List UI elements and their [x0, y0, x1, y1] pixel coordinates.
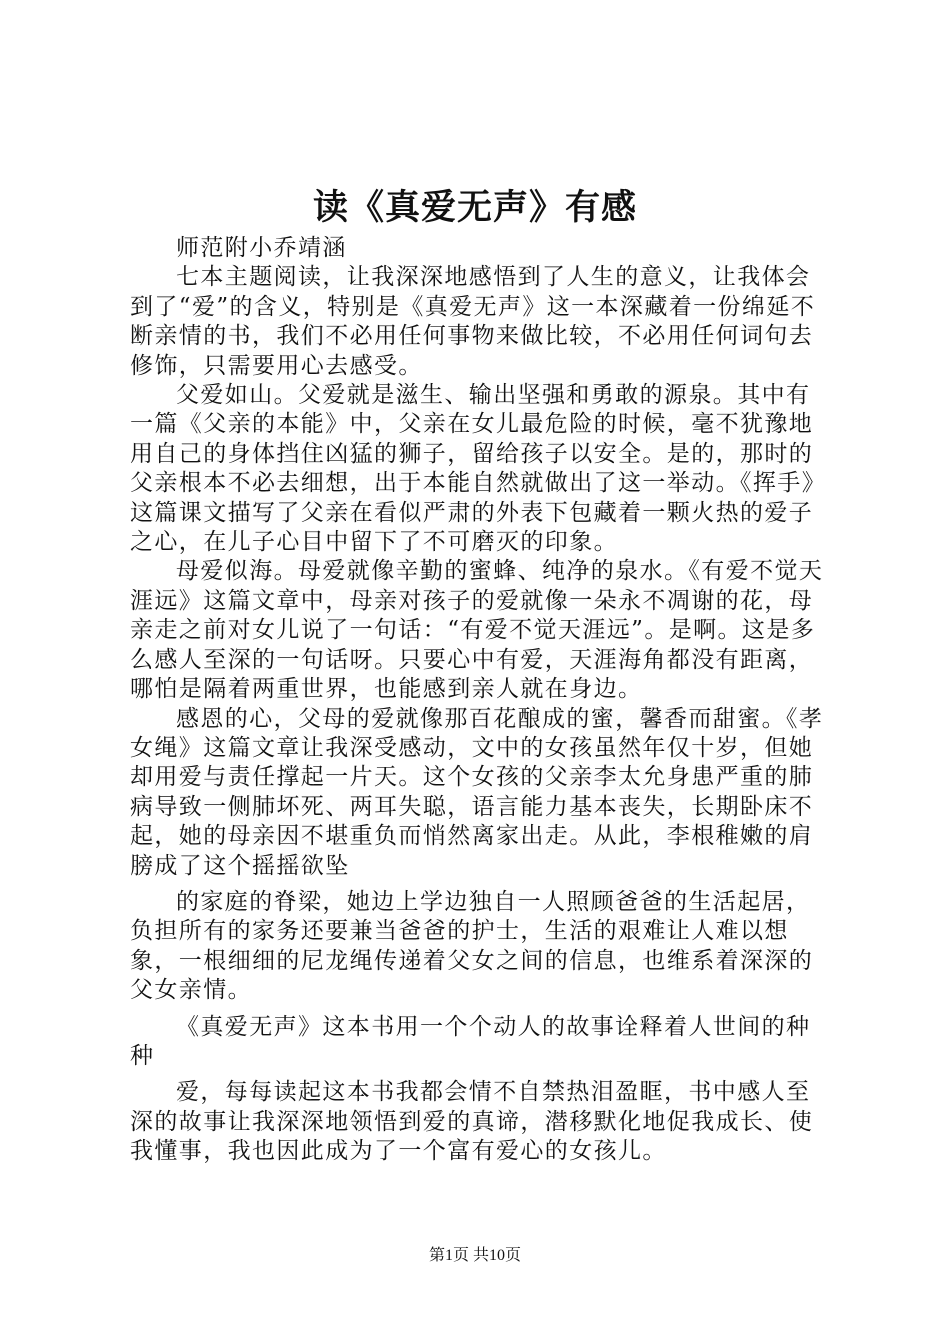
document-title: 读《真爱无声》有感	[312, 188, 637, 228]
paragraph: 父爱如山。父爱就是滋生、输出坚强和勇敢的源泉。其中有一篇《父亲的本能》中，父亲在女儿最危险的时候，毫不犹豫地用自己的身体挡住凶猛的狮子，留给孩子以安全。是的，那时的父亲根本不必去细想，出于本能自然就做出了这一举动。《挥手》这篇课文描写了父亲在看似严肃的外表下包藏着一颗火热的爱子之心，在儿子心目中留下了不可磨灭的印象。	[130, 382, 827, 556]
paragraph: 七本主题阅读，让我深深地感悟到了人生的意义，让我体会到了“爱”的含义，特别是《真爱无声》这一本深藏着一份绵延不断亲情的书，我们不必用任何事物来做比较，不必用任何词句去修饰，只需要用心去感受。	[130, 264, 816, 379]
paragraph: 爱，每每读起这本书我都会情不自禁热泪盈眶，书中感人至深的故事让我深深地领悟到爱的真谛，潜移默化地促我成长、使我懂事，我也因此成为了一个富有爱心的女孩儿。	[130, 1079, 814, 1165]
paragraph: 《真爱无声》这本书用一个个动人的故事诠释着人世间的种种	[130, 1013, 811, 1069]
author-line: 师范附小乔靖涵	[176, 235, 347, 261]
paragraph: 母爱似海。母爱就像辛勤的蜜蜂、纯净的泉水。《有爱不觉天涯远》这篇文章中，母亲对孩子的爱就像一朵永不凋谢的花，母亲走之前对女儿说了一句话：“有爱不觉天涯远”。是啊。这是多么感人至深的一句话呀。只要心中有爱，天涯海角都没有距离，哪怕是隔着两重世界，也能感到亲人就在身边。	[130, 558, 824, 703]
page-footer: 第1页 共10页	[428, 1247, 521, 1264]
paragraph: 的家庭的脊梁，她边上学边独自一人照顾爸爸的生活起居，负担所有的家务还要兼当爸爸的护士，生活的艰难让人难以想象，一根细细的尼龙绳传递着父女之间的信息，也维系着深深的父女亲情。	[130, 888, 814, 1004]
document-body	[130, 234, 830, 1167]
paragraph: 感恩的心，父母的爱就像那百花酿成的蜜，馨香而甜蜜。《孝女绳》这篇文章让我深受感动，文中的女孩虽然年仅十岁，但她却用爱与责任撑起一片天。这个女孩的父亲李太允身患严重的肺病导致一侧肺坏死、两耳失聪，语言能力基本丧失，长期卧床不起，她的母亲因不堪重负而悄然离家出走。从此，李根稚嫩的肩膀成了这个摇摇欲坠	[130, 705, 824, 879]
